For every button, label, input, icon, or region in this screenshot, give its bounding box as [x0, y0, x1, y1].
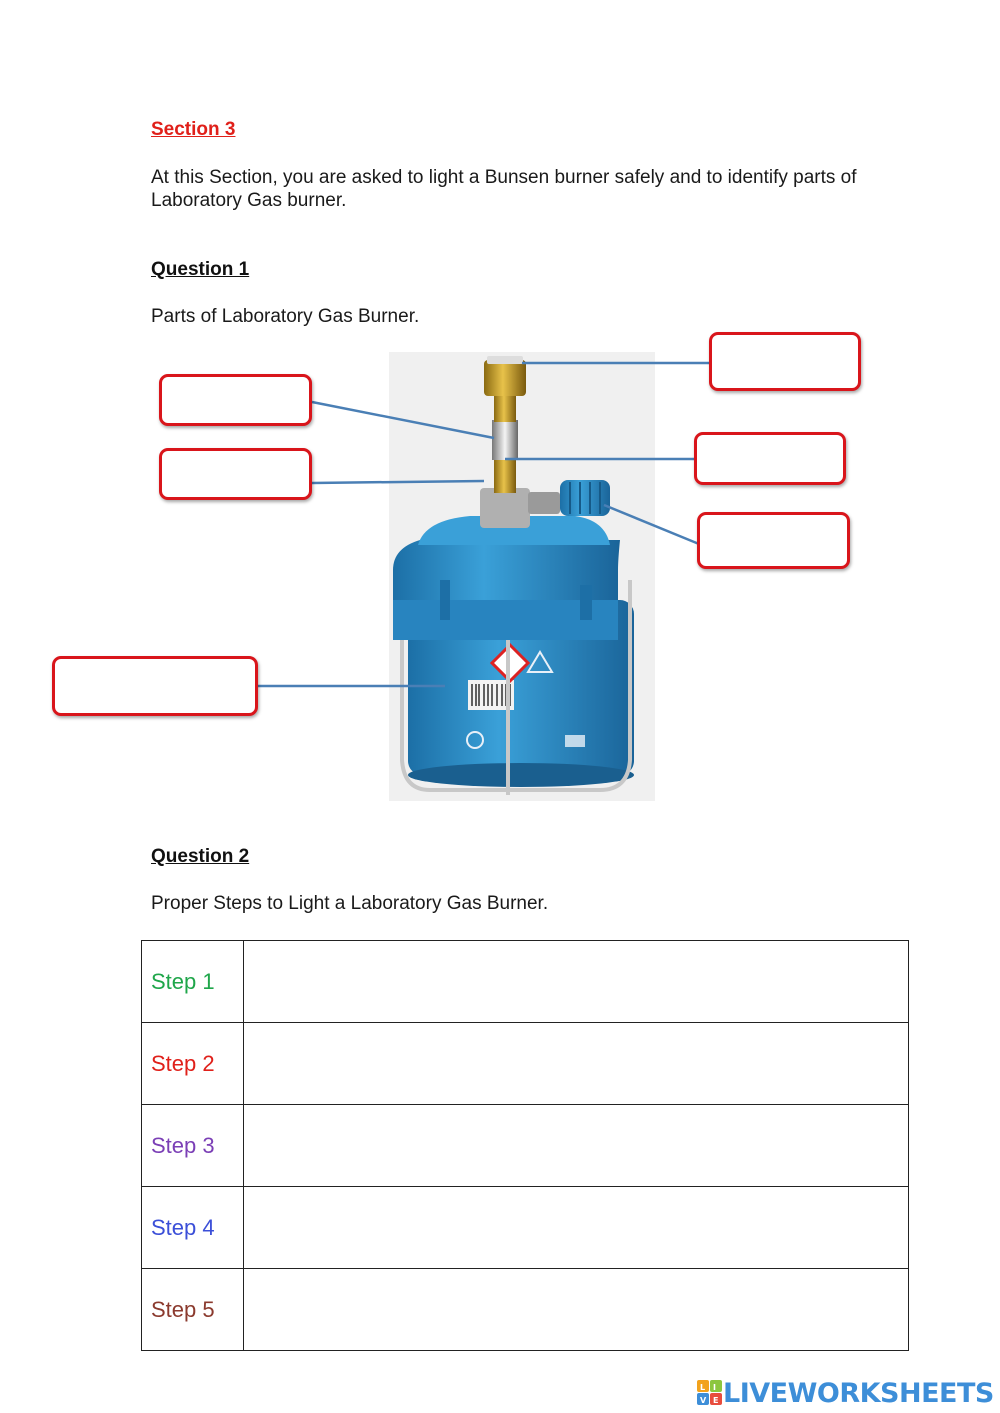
burner-top-grill [487, 356, 523, 364]
step-label: Step 4 [142, 1187, 244, 1269]
step-answer-cell[interactable] [244, 1187, 909, 1269]
step-label: Step 3 [142, 1105, 244, 1187]
burner-part-label-box-2[interactable] [159, 374, 312, 426]
step-answer-cell[interactable] [244, 1105, 909, 1187]
burner-part-label-box-3[interactable] [694, 432, 846, 485]
burner-part-label-box-5[interactable] [697, 512, 850, 569]
table-row [142, 1023, 909, 1105]
svg-text:E: E [713, 1396, 719, 1405]
burner-tube [484, 356, 526, 493]
step-label: Step 5 [142, 1269, 244, 1351]
burner-part-label-box-1[interactable] [709, 332, 861, 391]
question-1-title: Question 1 [151, 259, 250, 280]
question-1-text: Parts of Laboratory Gas Burner. [151, 306, 420, 327]
question-2-text: Proper Steps to Light a Laboratory Gas Burner. [151, 893, 549, 914]
brand-name: LIVEWORKSHEETS [723, 1377, 994, 1409]
svg-text:V: V [700, 1396, 707, 1405]
liveworksheets-brand[interactable] [697, 1378, 994, 1408]
burner-part-label-box-6[interactable] [52, 656, 258, 716]
valve-housing [480, 488, 530, 528]
liveworksheets-logo-icon [697, 1380, 723, 1406]
question-2-title: Question 2 [151, 846, 250, 867]
section-intro: At this Section, you are asked to light a Bunsen burner safely and to identify parts of Laboratory Gas burner. [151, 167, 857, 211]
burner-part-label-box-4[interactable] [159, 448, 312, 500]
gas-control-knob [560, 480, 610, 516]
step-answer-cell[interactable] [244, 1269, 909, 1351]
svg-text:L: L [700, 1383, 706, 1392]
svg-text:I: I [713, 1383, 716, 1392]
section-title: Section 3 [151, 119, 236, 140]
step-answer-cell[interactable] [244, 941, 909, 1023]
burner-cap [393, 516, 620, 640]
step-label: Step 1 [142, 941, 244, 1023]
table-row [142, 1187, 909, 1269]
table-row [142, 1269, 909, 1351]
table-row [142, 941, 909, 1023]
steps-table [141, 940, 909, 1351]
step-answer-cell[interactable] [244, 1023, 909, 1105]
table-row [142, 1105, 909, 1187]
step-label: Step 2 [142, 1023, 244, 1105]
